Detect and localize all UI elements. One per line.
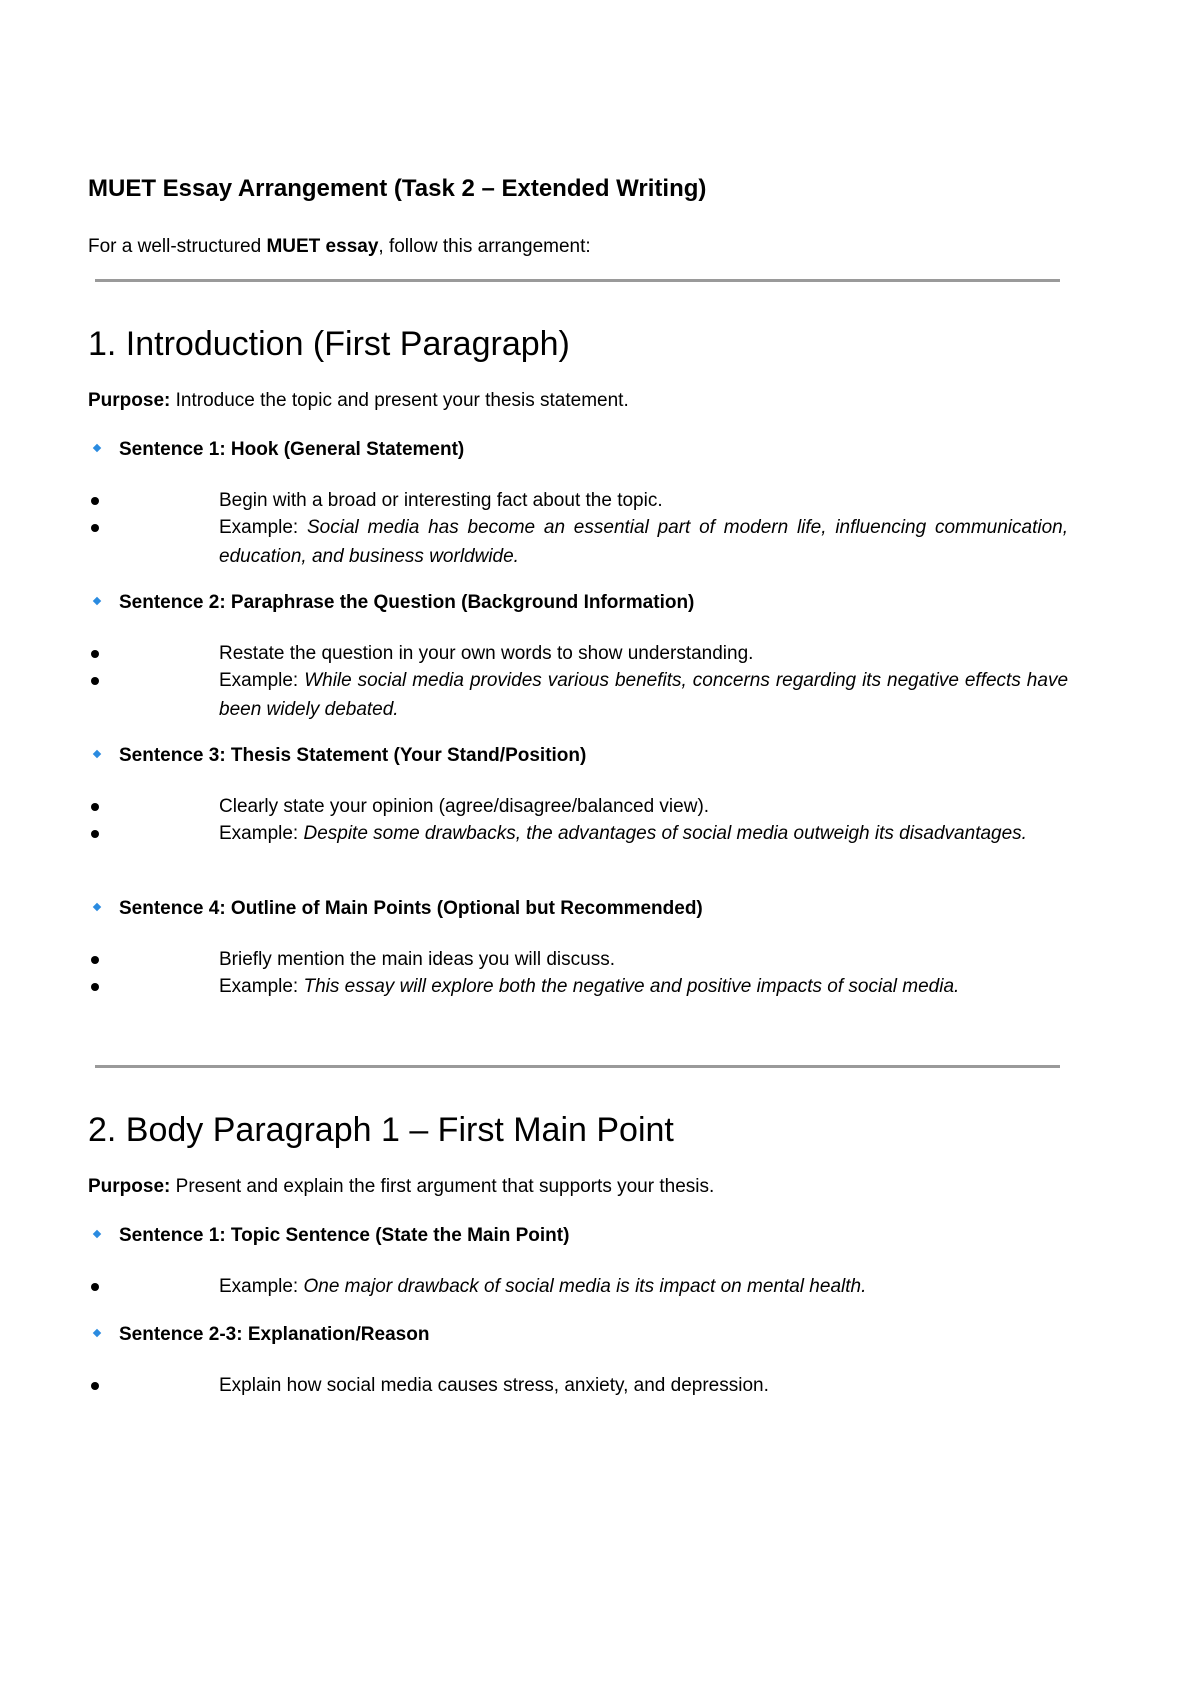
subsection-title: Sentence 4: Outline of Main Points (Optional but Recommended) — [119, 898, 703, 919]
list-item — [88, 792, 1068, 821]
diamond-bullet-icon — [93, 444, 101, 452]
subsection-title: Sentence 2: Paraphrase the Question (Background Information) — [119, 592, 695, 613]
diamond-bullet-icon — [93, 750, 101, 758]
section-heading-body-paragraph-1: 2. Body Paragraph 1 – First Main Point — [88, 1111, 674, 1149]
diamond-bullet-icon — [93, 1329, 101, 1337]
list-item-example — [88, 1272, 1068, 1301]
section-purpose — [88, 1173, 714, 1201]
section-purpose — [88, 387, 629, 415]
subsection-heading — [94, 742, 586, 770]
bullet-icon — [91, 650, 99, 658]
bullet-icon — [91, 956, 99, 964]
bullet-icon — [91, 524, 99, 532]
bullet-icon — [91, 803, 99, 811]
bullet-icon — [91, 677, 99, 685]
bullet-icon — [91, 983, 99, 991]
intro-before: For a well-structured — [88, 236, 267, 257]
example-text: One major drawback of social media is its impact on mental health. — [303, 1276, 867, 1297]
bullet-icon — [91, 497, 99, 505]
purpose-text: Introduce the topic and present your thesis statement. — [175, 390, 629, 411]
intro-after: , follow this arrangement: — [378, 236, 591, 257]
example-text: This essay will explore both the negative and positive impacts of social media. — [303, 976, 960, 997]
subsection-title: Sentence 2-3: Explanation/Reason — [119, 1324, 430, 1345]
subsection-heading — [94, 436, 464, 464]
diamond-bullet-icon — [93, 597, 101, 605]
horizontal-rule — [95, 1065, 1060, 1068]
bullet-text: Explain how social media causes stress, anxiety, and depression. — [219, 1375, 769, 1396]
list-item — [88, 945, 1068, 974]
example-label: Example: — [219, 517, 307, 538]
bullet-text: Briefly mention the main ideas you will discuss. — [219, 949, 616, 970]
diamond-bullet-icon — [93, 903, 101, 911]
bullet-icon — [91, 1283, 99, 1291]
list-item-example — [88, 972, 1068, 1001]
bullet-text: Restate the question in your own words to show understanding. — [219, 643, 754, 664]
example-label: Example: — [219, 1276, 304, 1297]
bullet-text: Clearly state your opinion (agree/disagree/balanced view). — [219, 796, 710, 817]
list-item-example — [88, 819, 1068, 848]
bullet-icon — [91, 1382, 99, 1390]
list-item — [88, 639, 1068, 668]
list-item-example — [88, 666, 1068, 724]
document-title: MUET Essay Arrangement (Task 2 – Extended Writing) — [88, 175, 707, 202]
example-label: Example: — [219, 976, 304, 997]
subsection-heading — [94, 895, 703, 923]
list-item-example — [88, 513, 1068, 571]
example-text: Despite some drawbacks, the advantages of social media outweigh its disadvantages. — [303, 823, 1027, 844]
example-label: Example: — [219, 823, 304, 844]
subsection-title: Sentence 1: Hook (General Statement) — [119, 439, 465, 460]
purpose-label: Purpose: — [88, 390, 171, 411]
bullet-text: Begin with a broad or interesting fact about the topic. — [219, 490, 663, 511]
list-item — [88, 486, 1068, 515]
example-text: Social media has become an essential part of modern life, influencing communication, education, and business worldwide. — [219, 517, 1069, 567]
purpose-text: Present and explain the first argument that supports your thesis. — [175, 1176, 715, 1197]
example-text: While social media provides various benefits, concerns regarding its negative effects have been widely debated. — [219, 670, 1069, 720]
subsection-heading — [94, 589, 694, 617]
subsection-heading — [94, 1321, 429, 1349]
diamond-bullet-icon — [93, 1230, 101, 1238]
subsection-heading — [94, 1222, 569, 1250]
horizontal-rule — [95, 279, 1060, 282]
purpose-label: Purpose: — [88, 1176, 171, 1197]
bullet-icon — [91, 830, 99, 838]
list-item — [88, 1371, 1068, 1400]
intro-bold: MUET essay — [266, 236, 379, 257]
example-label: Example: — [219, 670, 305, 691]
section-heading-introduction: 1. Introduction (First Paragraph) — [88, 325, 570, 363]
subsection-title: Sentence 3: Thesis Statement (Your Stand/Position) — [119, 745, 587, 766]
intro-line — [88, 233, 591, 261]
subsection-title: Sentence 1: Topic Sentence (State the Main Point) — [119, 1225, 570, 1246]
